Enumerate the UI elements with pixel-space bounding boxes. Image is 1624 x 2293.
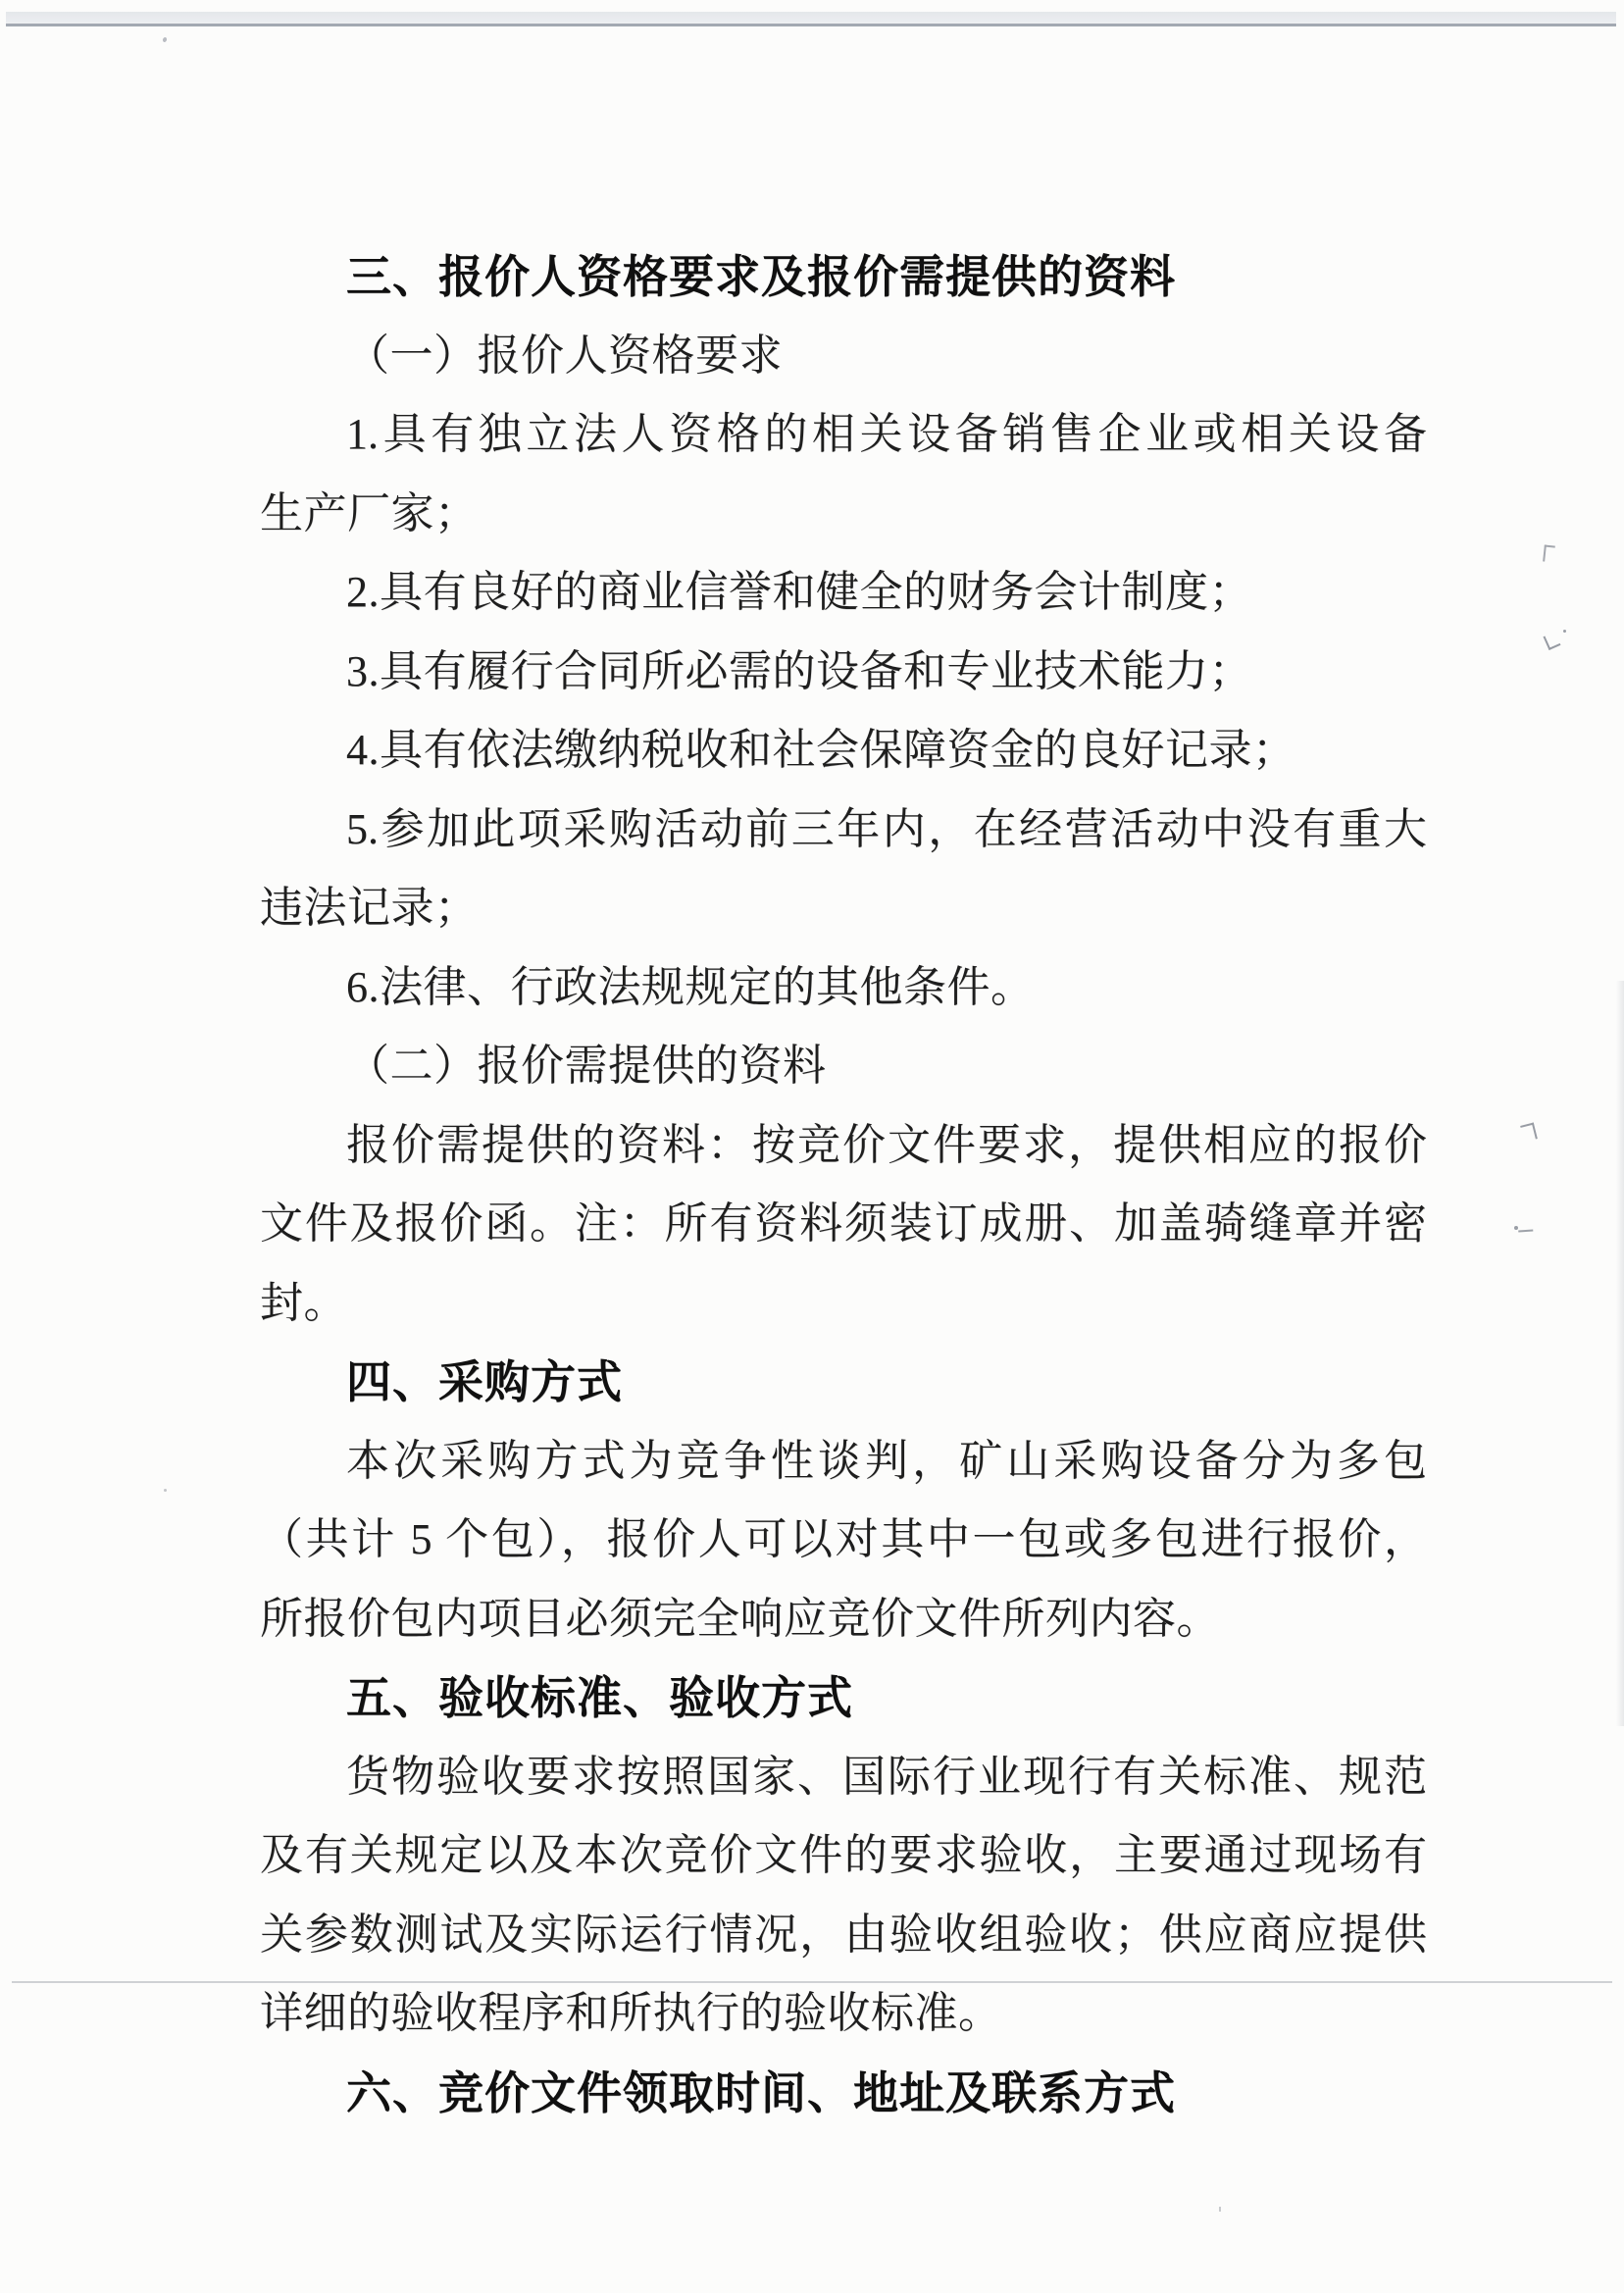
scan-speck: [1563, 630, 1566, 633]
section-heading: 四、采购方式: [346, 1356, 623, 1407]
section-heading: 五、验收标准、验收方式: [346, 1672, 853, 1723]
text-line: 所报价包内项目必须完全响应竞价文件所列内容。: [260, 1594, 1220, 1643]
text-line: 2.具有良好的商业信誉和健全的财务会计制度；: [346, 568, 1252, 616]
scan-speck: [1514, 1226, 1518, 1230]
section-heading: 三、报价人资格要求及报价需提供的资料: [346, 251, 1176, 302]
document-content: [260, 237, 1427, 2132]
text-line: 关参数测试及实际运行情况，由验收组验收；供应商应提供: [260, 1910, 1427, 1959]
text-line: 1.具有独立法人资格的相关设备销售企业或相关设备: [346, 410, 1427, 458]
text-line: （二）报价需提供的资料: [346, 1042, 827, 1090]
text-line: 文件及报价函。注：所有资料须装订成册、加盖骑缝章并密: [260, 1199, 1427, 1248]
scan-speck: [1544, 632, 1561, 650]
scan-speck: [1219, 2207, 1221, 2212]
text-line: （共计 5 个包），报价人可以对其中一包或多包进行报价，: [260, 1515, 1427, 1563]
scan-artifact-right-edge: [1616, 981, 1624, 1726]
text-line: 5.参加此项采购活动前三年内，在经营活动中没有重大: [346, 804, 1427, 853]
text-line: 及有关规定以及本次竞价文件的要求验收，主要通过现场有: [260, 1831, 1427, 1879]
scan-artifact-top-band: [6, 12, 1616, 26]
scan-speck: [1518, 1221, 1534, 1232]
text-line: 违法记录；: [260, 884, 479, 932]
text-line: 本次采购方式为竞争性谈判，矿山采购设备分为多包: [346, 1436, 1427, 1485]
text-line: 生产厂家；: [260, 488, 479, 537]
text-line: （一）报价人资格要求: [346, 331, 783, 380]
scan-speck: [164, 1489, 167, 1492]
text-line: 6.法律、行政法规规定的其他条件。: [346, 962, 1035, 1011]
scan-speck: [1520, 1123, 1538, 1143]
section-heading: 六、竞价文件领取时间、地址及联系方式: [346, 2066, 1176, 2118]
text-line: 4.具有依法缴纳税收和社会保障资金的良好记录；: [346, 726, 1296, 774]
scan-speck: [1543, 544, 1555, 562]
text-line: 详细的验收程序和所执行的验收标准。: [260, 1989, 1002, 2037]
text-line: 封。: [260, 1278, 347, 1327]
text-line: 3.具有履行合同所必需的设备和专业技术能力；: [346, 646, 1252, 695]
text-line: 货物验收要求按照国家、国际行业现行有关标准、规范: [346, 1752, 1427, 1801]
scan-speck: [162, 36, 167, 42]
text-line: 报价需提供的资料：按竞价文件要求，提供相应的报价: [346, 1120, 1427, 1169]
